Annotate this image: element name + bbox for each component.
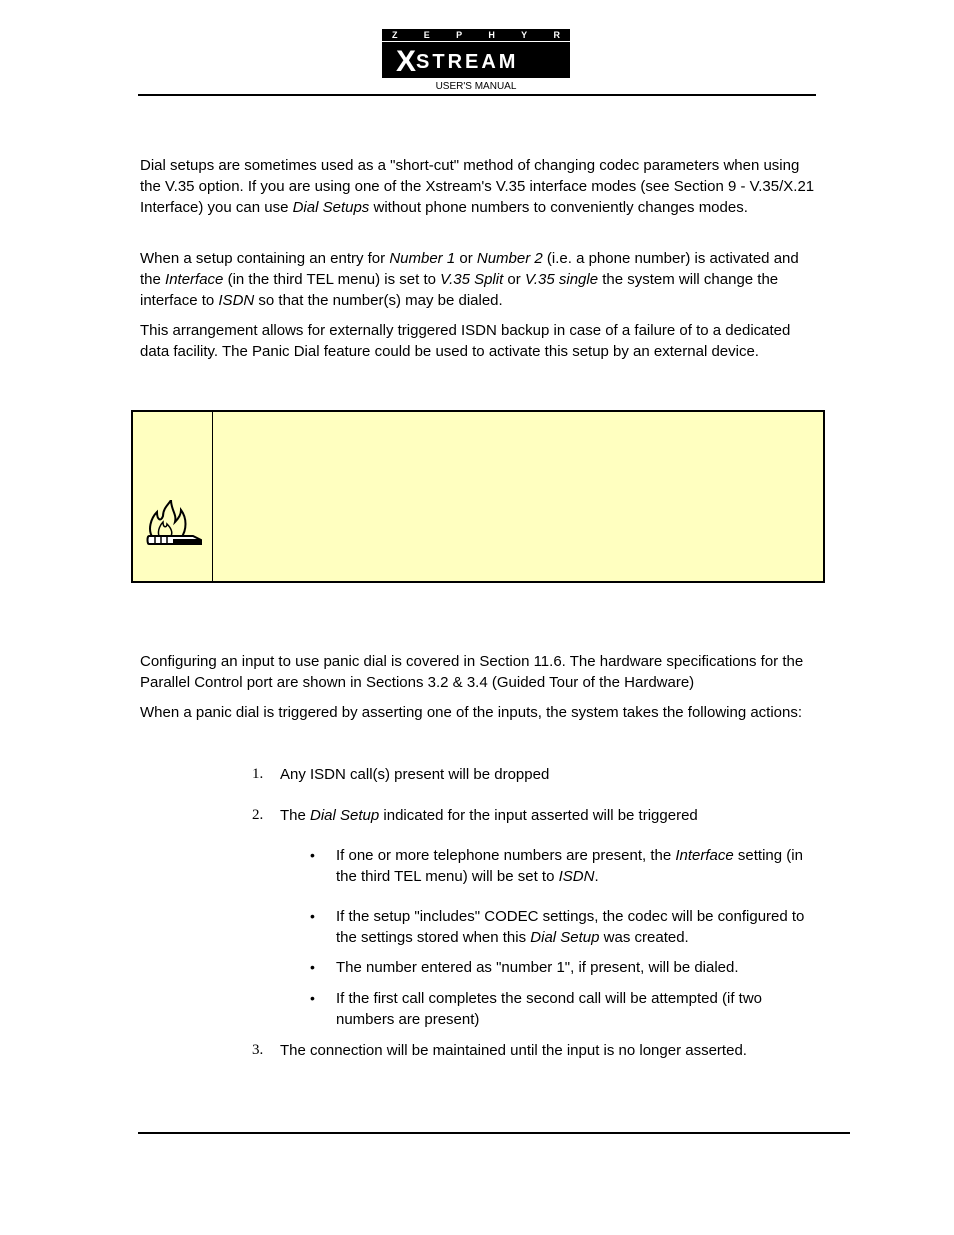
text-run: If the setup "includes" CODEC settings, the codec will be configured to the settings stored when this bbox=[336, 908, 805, 946]
logo-letter: R bbox=[553, 30, 560, 40]
text-run: When a setup containing an entry for bbox=[140, 250, 390, 267]
logo-letter: P bbox=[456, 30, 463, 40]
bullet-marker: • bbox=[310, 908, 315, 924]
italic-run: ISDN bbox=[218, 292, 255, 309]
logo-letter: Z bbox=[392, 30, 398, 40]
italic-run: Number 1 bbox=[389, 250, 456, 267]
logo-x: X bbox=[396, 45, 417, 78]
italic-run: Interface bbox=[165, 271, 224, 288]
list-number: 3. bbox=[252, 1042, 264, 1058]
note-box bbox=[131, 410, 825, 583]
logo-letter: Y bbox=[521, 30, 528, 40]
italic-run: Dial Setup bbox=[530, 929, 600, 946]
paragraph-setup-activation bbox=[140, 248, 816, 311]
text-run: Dial setups are sometimes used as a "short-cut" method of changing codec parameters when using the V.35 option. If you are using one of the Xstream's V.35 interface modes (see Section 9 - V.35/X.21 Interface) you can use bbox=[140, 157, 815, 216]
list-number: 2. bbox=[252, 807, 264, 823]
italic-run: V.35 Split bbox=[440, 271, 504, 288]
header-divider bbox=[138, 94, 816, 96]
users-manual-label: USER'S MANUAL bbox=[435, 81, 517, 92]
text-run: If one or more telephone numbers are present, the bbox=[336, 847, 676, 864]
italic-run: Dial Setup bbox=[310, 807, 380, 824]
italic-run: Interface bbox=[675, 847, 734, 864]
paragraph-panic-dial-actions: When a panic dial is triggered by asserting one of the inputs, the system takes the following actions: bbox=[140, 704, 803, 721]
logo-stream: STREAM bbox=[416, 51, 519, 73]
text-run: without phone numbers to conveniently changes modes. bbox=[369, 199, 748, 216]
text-run: so that the number(s) may be dialed. bbox=[254, 292, 503, 309]
note-icon-cell bbox=[133, 412, 213, 581]
text-run: setting (in the third TEL menu) will be set to bbox=[336, 847, 803, 885]
text-run: the system will change the interface to bbox=[140, 271, 779, 309]
italic-run: ISDN bbox=[558, 868, 595, 885]
text-run: or bbox=[455, 250, 477, 267]
text-run: (i.e. a phone number) is activated and the bbox=[140, 250, 799, 288]
list-item-drop-calls: Any ISDN call(s) present will be dropped bbox=[280, 766, 550, 783]
bullet-item-second-call: If the first call completes the second call will be attempted (if two numbers are present) bbox=[336, 990, 763, 1028]
text-run: The bbox=[280, 807, 311, 824]
bullet-item-number-dialed: The number entered as "number 1", if present, will be dialed. bbox=[336, 959, 739, 976]
text-run: (in the third TEL menu) is set to bbox=[223, 271, 441, 288]
bullet-marker: • bbox=[310, 990, 315, 1006]
paragraph-panic-dial-config: Configuring an input to use panic dial is covered in Section 11.6. The hardware specifications for the Parallel Control port are shown in Sections 3.2 & 3.4 (Guided Tour of the Hardware) bbox=[140, 653, 804, 691]
bullet-item-codec bbox=[336, 906, 820, 948]
list-item-trigger-setup bbox=[280, 805, 820, 826]
bullet-item-interface bbox=[336, 845, 820, 887]
logo-letter: E bbox=[423, 30, 430, 40]
fire-hand-icon bbox=[145, 500, 203, 550]
italic-run: Number 2 bbox=[476, 250, 543, 267]
paragraph-dial-setups bbox=[140, 155, 816, 218]
logo-xstream-wordmark bbox=[382, 45, 570, 78]
bullet-marker: • bbox=[310, 847, 315, 863]
italic-run: Dial Setups bbox=[292, 199, 370, 216]
bullet-marker: • bbox=[310, 959, 315, 975]
italic-run: V.35 single bbox=[524, 271, 599, 288]
text-run: indicated for the input asserted will be triggered bbox=[379, 807, 698, 824]
paragraph-isdn-backup: This arrangement allows for externally triggered ISDN backup in case of a failure of to a dedicated data facility. The Panic Dial feature could be used to activate this setup by an external device. bbox=[140, 322, 791, 360]
text-run: or bbox=[503, 271, 525, 288]
logo-zephyr-letters bbox=[382, 29, 570, 42]
list-number: 1. bbox=[252, 766, 264, 782]
zephyr-xstream-logo bbox=[382, 29, 570, 78]
text-run: . bbox=[594, 868, 599, 885]
text-run: was created. bbox=[599, 929, 689, 946]
footer-divider bbox=[138, 1132, 850, 1134]
logo-letter: H bbox=[488, 30, 495, 40]
list-item-connection-maintained: The connection will be maintained until the input is no longer asserted. bbox=[280, 1042, 747, 1059]
